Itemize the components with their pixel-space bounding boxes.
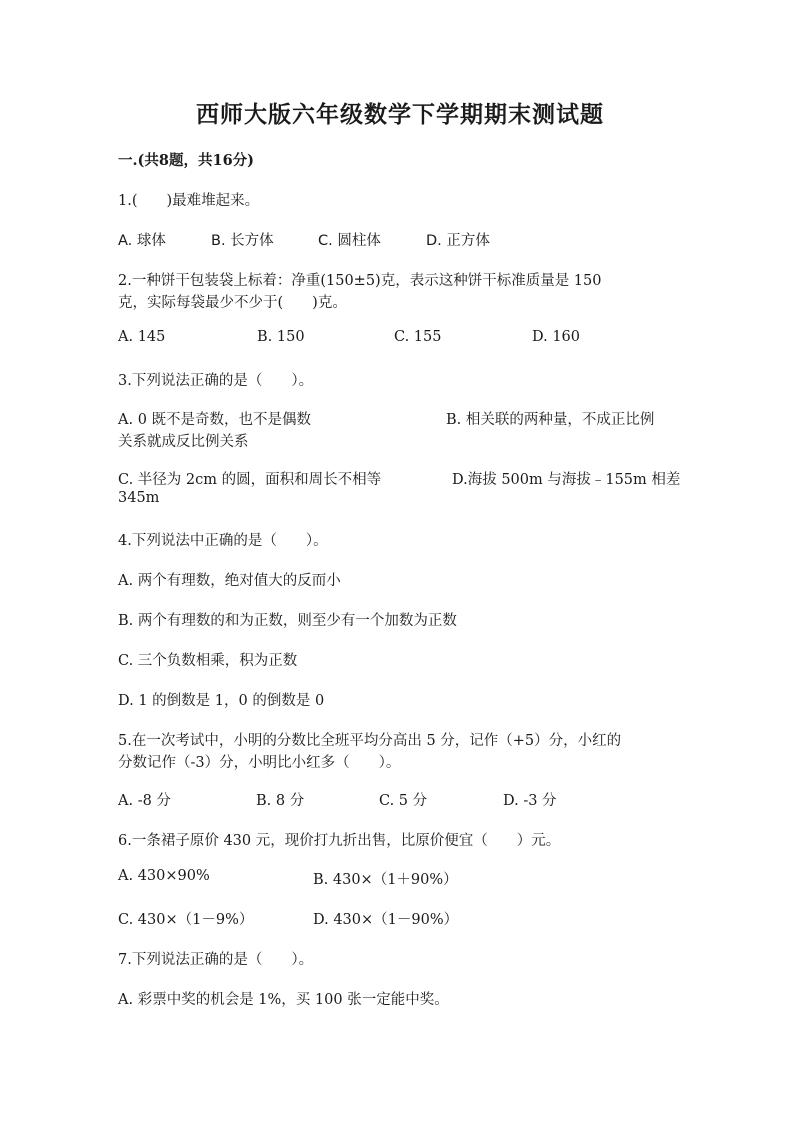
question-3-stem: 3.下列说法正确的是（ ）。 <box>118 373 314 389</box>
question-5-stem-line-2: 分数记作（-3）分，小明比小红多（ ）。 <box>118 755 401 771</box>
question-2-option-c: C. 155 <box>394 329 442 345</box>
question-2-option-a: A. 145 <box>118 329 166 345</box>
question-5-option-b: B. 8 分 <box>256 793 305 809</box>
question-3-option-b-line-2: 关系就成反比例关系 <box>118 434 249 450</box>
question-4-option-b: B. 两个有理数的和为正数，则至少有一个加数为正数 <box>118 613 457 629</box>
section-heading: 一.(共8题，共16分) <box>118 152 255 169</box>
question-5-stem-line-1: 5.在一次考试中，小明的分数比全班平均分高出 5 分，记作（+5）分，小红的 <box>118 733 622 749</box>
question-5-option-d: D. -3 分 <box>503 793 557 809</box>
question-5-option-a: A. -8 分 <box>118 793 171 809</box>
question-1-stem: 1.( )最难堆起来。 <box>118 193 260 209</box>
question-6-option-d: D. 430×（1－90%） <box>313 912 459 928</box>
question-6-option-a: A. 430×90% <box>118 868 210 884</box>
question-6-option-b: B. 430×（1＋90%） <box>313 872 458 888</box>
question-6-option-c: C. 430×（1－9%） <box>118 912 254 928</box>
page-title: 西师大版六年级数学下学期期末测试题 <box>196 101 604 128</box>
question-2-stem-line-1: 2.一种饼干包装袋上标着：净重(150±5)克，表示这种饼干标准质量是 150 <box>118 273 602 289</box>
question-2-stem-line-2: 克，实际每袋最少不少于( )克。 <box>118 295 347 311</box>
question-5-option-c: C. 5 分 <box>379 793 428 809</box>
question-3-option-d-line-2: 345m <box>118 490 160 506</box>
question-3-option-b-line-1: B. 相关联的两种量，不成正比例 <box>446 412 655 428</box>
question-4-option-d: D. 1 的倒数是 1，0 的倒数是 0 <box>118 693 325 709</box>
question-2-option-b: B. 150 <box>257 329 305 345</box>
question-1-option-b: B. 长方体 <box>211 233 274 249</box>
question-3-option-c: C. 半径为 2cm 的圆，面积和周长不相等 <box>118 472 382 488</box>
question-1-option-a: A. 球体 <box>118 233 166 249</box>
question-3-option-d-line-1: D.海拔 500m 与海拔﹣155m 相差 <box>452 472 681 488</box>
question-4-option-a: A. 两个有理数，绝对值大的反而小 <box>118 573 341 589</box>
question-4-stem: 4.下列说法中正确的是（ ）。 <box>118 533 328 549</box>
question-4-option-c: C. 三个负数相乘，积为正数 <box>118 653 298 669</box>
question-3-option-a: A. 0 既不是奇数，也不是偶数 <box>118 412 312 428</box>
question-7-option-a: A. 彩票中奖的机会是 1%，买 100 张一定能中奖。 <box>118 992 449 1008</box>
question-1-option-c: C. 圆柱体 <box>318 233 381 249</box>
question-7-stem: 7.下列说法正确的是（ ）。 <box>118 952 314 968</box>
question-6-stem: 6.一条裙子原价 430 元，现价打九折出售，比原价便宜（ ）元。 <box>118 833 561 849</box>
question-2-option-d: D. 160 <box>532 329 581 345</box>
question-1-option-d: D. 正方体 <box>426 233 490 249</box>
